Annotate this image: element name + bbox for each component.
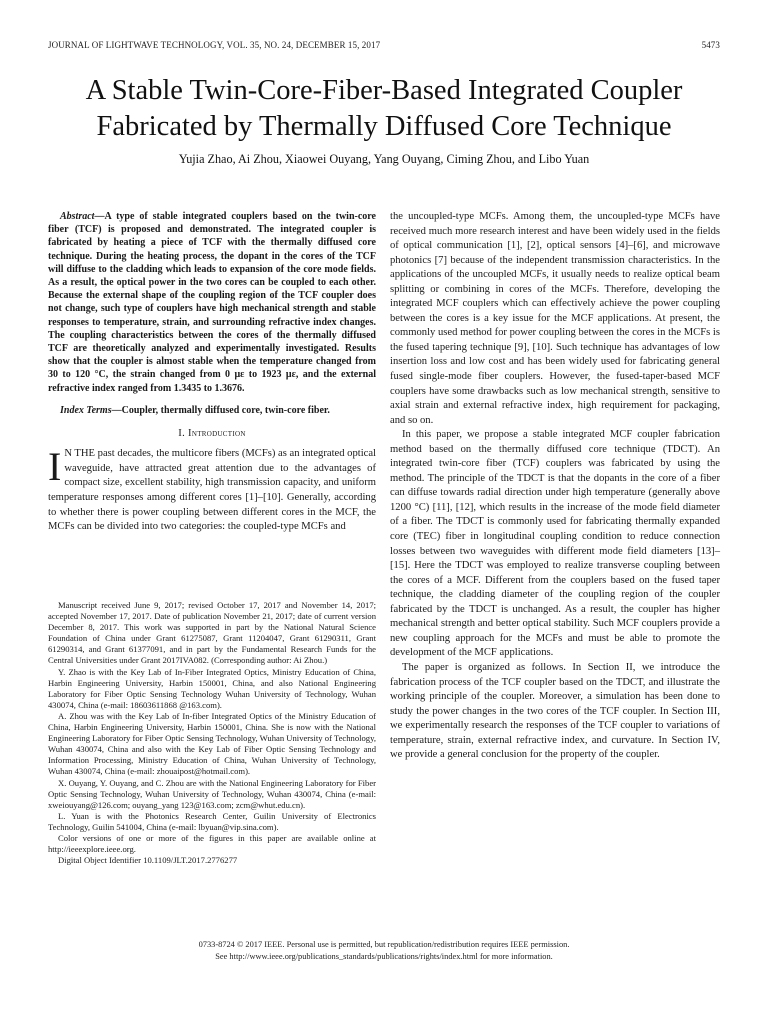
running-head <box>48 40 720 50</box>
footnote-affiliation: Y. Zhao is with the Key Lab of In-Fiber Integrated Optics, Ministry Education of China, Harbin Engineering University, Harbin 150001, China, and also National Engineering Laboratory for Fiber Optic Sensing Technology Wuhan University of Technology, Wuhan 430074, China (e-mail: 18603611868 @163.com). <box>48 666 376 710</box>
right-column <box>390 210 720 763</box>
index-terms <box>48 404 376 417</box>
section-heading-introduction <box>48 427 376 442</box>
footnote-affiliation: X. Ouyang, Y. Ouyang, and C. Zhou are with the National Engineering Laboratory for Fiber Optic Sensing Technology, Wuhan University of Technology, Wuhan 430074, China (e-mail: xweiouyang@126.com; ouyang_yang 123@163.com; zcm@whut.edu.cn). <box>48 777 376 810</box>
footnote-affiliation: A. Zhou was with the Key Lab of In-fiber Integrated Optics of the Ministry Education of China, Harbin Engineering University, Harbin 150001, China. She is now with the National Engineering Laboratory for Fiber Optic Sensing Technology, Wuhan University of Technology, Wuhan 430074, China and also with the Key Lab of Fiber Optic Sensing Technology and Information Processing, Ministry Education of China, Wuhan University of Technology, Wuhan 430074, China (e-mail: zhouaipost@hotmail.com). <box>48 710 376 777</box>
rights-link-line: See http://www.ieee.org/publications_standards/publications/rights/index.html for more information. <box>215 951 553 961</box>
section-numeral: I. <box>178 427 186 439</box>
footnotes <box>48 600 376 866</box>
abstract <box>48 210 376 395</box>
abstract-text: —A type of stable integrated couplers based on the twin-core fiber (TCF) is proposed and demonstrated. The integrated coupler is fabricated by heating a piece of TCF with the thermally diffused core technique. During the heating process, the dopant in the cores of the TCF will diffuse to the cladding which leads to expansion of the core mode fields. As a result, the optical power in the two cores can be coupled to each other. Because the external shape of the coupling region of the TCF coupler does not change, such type of couplers have high mechanical strength and stable responses to temperature, strain, and surrounding refractive index changes. The coupling characteristics between the cores of the thermally diffused TCF are theoretically analyzed and experimentally investigated. Results show that the coupler is almost stable when the temperature changed from 30 to 120 °C, the strain changed from 0 με to 1923 με, and the external refractive index ranged from 1.3435 to 1.3676. <box>48 211 376 394</box>
index-terms-lead: Index Terms <box>60 404 112 416</box>
footnote-affiliation: L. Yuan is with the Photonics Research Center, Guilin University of Electronics Technology, Guilin 541004, China (e-mail: lbyuan@vip.sina.com). <box>48 810 376 832</box>
copyright-footer <box>40 939 728 962</box>
section-title: Introduction <box>188 427 246 439</box>
drop-cap: I <box>48 444 62 490</box>
abstract-lead: Abstract <box>60 211 95 222</box>
footnote-color-versions: Color versions of one or more of the figures in this paper are available online at http://ieeexplore.ieee.org. <box>48 832 376 855</box>
page-number: 5473 <box>701 40 720 50</box>
intro-paragraph <box>48 444 376 534</box>
footnote-manuscript: Manuscript received June 9, 2017; revised October 17, 2017 and November 14, 2017; accepted November 17, 2017. Date of publication November 21, 2017; date of current version December 8, 2017. This work was supported in part by the National Natural Science Foundation of China under Grant 61275087, Grant 11204047, Grant 61290311, Grant 61290314, and Grant 61377091, and in part by the Fundamental Research Funds for the Central Universities under Grant 2017IVA082. (Corresponding author: Ai Zhou.) <box>48 600 376 666</box>
left-column <box>48 210 376 535</box>
author-list: Yujia Zhao, Ai Zhou, Xiaowei Ouyang, Yang Ouyang, Ciming Zhou, and Libo Yuan <box>178 152 590 166</box>
journal-name: JOURNAL OF LIGHTWAVE TECHNOLOGY, VOL. 35, NO. 24, DECEMBER 15, 2017 <box>48 40 381 50</box>
title-line-1: A Stable Twin-Core-Fiber-Based Integrated Coupler <box>85 75 683 106</box>
title-line-2: Fabricated by Thermally Diffused Core Technique <box>96 111 672 142</box>
copyright-line: 0733-8724 © 2017 IEEE. Personal use is permitted, but republication/redistribution requires IEEE permission. <box>198 940 570 949</box>
body-paragraph: The paper is organized as follows. In Section II, we introduce the fabrication process of the TCF coupler based on the TDCT, and illustrate the working principle of the coupler. Moreover, a simulation has been done to study the power changes in the two cores of the TCF coupler. In Section III, we experimentally research the responses of the TCF coupler to variations of temperature, strain, external refractive index, and curvature. In Section IV, we provide a general conclusion for the property of the coupler. <box>390 661 720 761</box>
index-terms-text: —Coupler, thermally diffused core, twin-core fiber. <box>111 404 330 416</box>
body-paragraph: the uncoupled-type MCFs. Among them, the uncoupled-type MCFs have received much more research interest and have been widely used in the fields of optical communication [1], [2], optical sensors [4]–[6], and microwave photonics [7] because of the independent transmission characteristics. In the applications of the uncoupled MCFs, it usually needs to realize optical beam splitting or combining in cores of the MCFs. Therefore, developing the integrated MCF couplers which can effectively achieve the power coupling between the cores is a key issue for the MCF applications. At present, the commonly used method for power coupling between the cores in the MCFs is the fused tapering technique [9], [10]. Such technique has advantages of low insertion loss and low cost and has been widely used for fabricating general fused single-mode fiber couplers. However, the fused-taper-based MCF couplers have some drawbacks such as low mechanical strength, sensitive to axial strain and external refractive index, high requirement for packaging, and so on. <box>390 211 720 426</box>
intro-paragraph-text: N THE past decades, the multicore fibers (MCFs) as an integrated optical waveguide, have attracted great attention due to the advantages of compact size, excellent stability, high transmission capacity, and uniform temperature responses among different cores [1]–[10]. Generally, according to whether there is power coupling between different cores in the MCF, the MCFs can be divided into two categories: the coupled-type MCFs and <box>48 448 376 533</box>
paper-title <box>40 73 728 145</box>
footnote-doi: Digital Object Identifier 10.1109/JLT.2017.2776277 <box>58 855 238 866</box>
body-paragraph: In this paper, we propose a stable integrated MCF coupler fabrication method based on the thermally diffused core technique (TDCT). An integrated twin-core fiber (TCF) couplers was fabricated by using the method. The principle of the TDCT is that the dopants in the core of a fiber can diffuse towards radial direction under high temperature (generally above 1200 °C) [11], [12], which results in the increase of the mode field diameter of a fiber. The TDCT is commonly used for fabricating thermally expanded core (TEC) fiber in longitudinal coupling condition to reduce connection losses between two waveguides with different mode field diameters [13]–[15]. Here the TDCT was employed to realize transverse coupling between the cores of a MCF. Different from the couplers based on the fused taper technique, the cladding diameter of the coupling region of the coupler fabricated by the TDCT is unchanged. As a result, the coupler has higher mechanical strength and better optical stability. Such MCF couplers provide a new coupling approach for the MCFs and must be able to promote the development of the MCF applications. <box>390 429 720 659</box>
